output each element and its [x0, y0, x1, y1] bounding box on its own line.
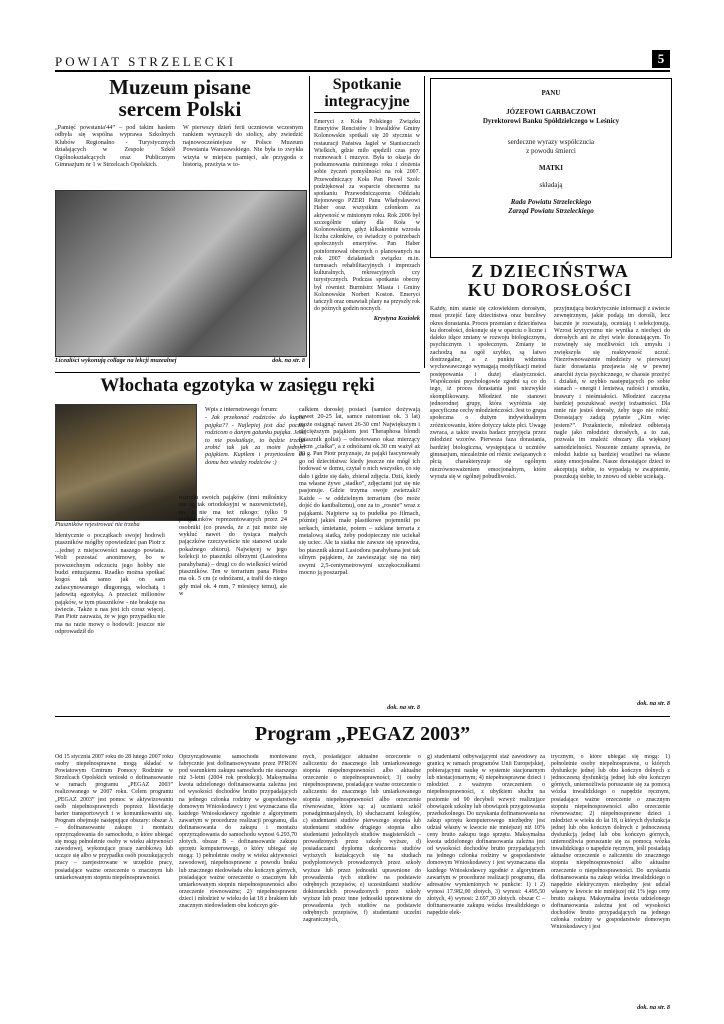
article-spotkanie-body: Emeryci z Koła Polskiego Związku Emerytów Rencistów i Inwalidów Gminy Kolonowskie spotkali się 20 stycznia w restauracji Państwa Jagieł w Staniszczach Wielkich, gdzie miło spędzili czas przy rozmowach i muzyce. Była to okazja do podsumowania minionego roku i złożenia sobie życzeń pomyślności na rok 2007. Przewodniczący Koła Pan Paweł Szolc podziękował za wsparcie obecnemu na spotkaniu Przewodniczącemu Oddziału Rejonowego PZERI Panu Władysławowi Haber oraz wszystkim członkom za aktywność w minionym roku. Rok 2006 był szczególnie udany dla Koła w Kolonowskiem, gdyż kilkakrotnie wzrosła liczba członków, co świadczy o potrzebach społecznych emerytów. Pan Haber poinformował obecnych o planowanych na rok 2007 działaniach związku m.in. turnusach rehabilitacyjnych i imprezach kulturalnych, rekreacyjnych czy turystycznych. Podczas spotkania obecny był również Burmistrz Miasta i Gminy Kolonowskie Norbert Koston. Emeryci tańczyli oraz omawiali plany na przyszły rok do późnych godzin nocnych.: [314, 119, 420, 313]
article-pegaz-col3: nych, posiadające aktualne orzeczenie o zaliczeniu do znacznego lub umiarkowanego stopnia niepełnosprawności albo aktualne orzeczenie o niepełnosprawności; 3) osoby niepełnosprawne, posiadające ważne orzeczenie o zaliczeniu do znacznego lub umiarkowanego stopnia niepełnosprawności albo orzeczenie równoważne, które są: a) uczniami szkół ponadgimnazjalnych, b) słuchaczami kolegiów, c) studentami studiów pierwszego stopnia lub studentami studiów drugiego stopnia albo studentami jednolitych studiów magisterskich – prowadzonych przez szkoły wyższe, d) posiadaczami dyplomu ukończenia studiów wyższych kształcących się na studiach podyplomowych prowadzonych przez szkoły wyższe lub przez jednostki uprawnione do prowadzenia tych studiów na podstawie odrębnych przepisów, e) uczestnikami studiów doktoranckich prowadzonych przez szkoły wyższe lub przez inne jednostki uprawnione do prowadzenia tych studiów na podstawie odrębnych przepisów, f) studentami uczelni zagranicznych,: [303, 754, 421, 924]
continued-note: dok. na str. 8: [637, 1004, 670, 1011]
notice-line: Dyrektorowi Banku Spółdzielczego w Leśnicy: [482, 117, 620, 125]
photo-caption: Ptaszników rejestrować nie trzeba: [55, 521, 140, 528]
article-dziecinstwo: [430, 262, 670, 712]
article-egzotyka: [55, 374, 420, 714]
quote-intro: Wpis z internetowego forum:: [205, 406, 278, 413]
author: Krystyna Koziołek: [373, 315, 420, 323]
notice-line: składają: [539, 181, 563, 189]
article-muzeum-col1: „Pamięć powstania'44” – pod takim hasłem odbyła się wspólna wyprawa Szkolnych Klubów Regionalno - Turystycznych działających w Zespole Szkół Ogólnokształcących oraz Publicznym Gimnazjum nr 1 w Strzelcach Opolskich.: [55, 124, 175, 169]
photo-caption: Licealiści wykonują collage na lekcji muzealnej: [55, 357, 177, 364]
notice-line: Rada Powiatu Strzeleckiego: [510, 198, 592, 206]
article-spotkanie: [314, 76, 420, 368]
article-pegaz-col4: g) studentami odbywającymi staż zawodowy za granicą w ramach programów Unii Europejskiej, pobierającymi naukę w systemie stacjonarnym lub niestacjonarnym; 4) niepełnosprawne dzieci i młodzież z ważnym orzeczeniem o niepełnosprawności, z ubytkiem słuchu na poziomie od 90 decybeli wzwyż realizujące obowiązek szkolny lub obowiązek przygotowania przedszkolnego. Do uzyskania dofinansowania na zakup sprzętu komputerowego niezbędny jest udział własny w kwocie nie mniejszej niż 10% ceny brutto zakupu tego sprzętu. Maksymalna kwota udzielonego dofinansowania zależna jest od wysokości dochodów brutto przypadających na jednego członka rodziny w gospodarstwie domowym Wnioskodawcy i jest wyznaczana dla każdego Wnioskodawcy zgodnie z algorytmem zawartym w procedurze realizacji programu, dla adresatów wymienionych w punkcie: 1) i 2) wynosi 17.982,00 złotych, 3) wynosi: 4.495,50 złotych, 4) wynosi: 2.697,30 złotych. obszar C – dofinansowanie zakupu wózka inwalidzkiego o napędzie elek-: [427, 754, 545, 917]
title-underline: [314, 112, 420, 113]
column-divider: [424, 76, 425, 368]
notice-line: JÓZEFOWI GARBACZOWI: [506, 108, 596, 116]
article-pegaz-col1: Od 15 stycznia 2007 roku do 28 lutego 2007 roku osoby niepełnosprawne mogą składać w Powiatowym Centrum Pomocy Rodzinie w Strzelcach Opolskich wnioski o dofinansowanie w ramach programu „PEGAZ 2003” realizowanego w 2007 roku. Celem programu „PEGAZ 2003” jest pomoc w aktywizowaniu osób niepełnosprawnych poprzez likwidację barier transportowych i w komunikowaniu się. Program obejmuje następujące obszary: obszar A – dofinansowanie zakupu i montażu oprzyrządowania do samochodu, o które ubiegać się mogą pełnoletnie osoby w wieku aktywności zawodowej, wykonujące pracę zarobkową lub uczące się albo w przypadku osób poszukujących pracy – zarejestrowane w urzędzie pracy, posiadające ważne orzeczenie o znacznym lub umiarkowanym stopniu niepełnosprawności.: [55, 754, 173, 881]
continued-note: dok. na str. 8: [387, 704, 420, 711]
collage-photo: [55, 190, 307, 357]
title-line: integracyjne: [324, 93, 410, 110]
notice-line: serdeczne wyrazy współczucia: [507, 138, 595, 146]
title-line: KU DOROSŁOŚCI: [467, 280, 633, 300]
article-muzeum-col2: W pierwszy dzień ferii uczniowie wczesnym rankiem wyruszyli do stolicy, aby zwiedzić najnowocześniejsze w Polsce Muzeum Powstania Warszawskiego. Nie była to zwykła wizyta w miejscu pamięci, ale przygoda z historią, przeżyta w to-: [183, 124, 303, 169]
title-line: sercem Polski: [118, 97, 242, 121]
notice-line: PANU: [541, 89, 561, 97]
title-line: Z DZIECIŃSTWA: [471, 261, 629, 281]
article-egzotyka-title: Włochata egzotyka w zasięgu ręki: [100, 375, 375, 396]
title-line: Muzeum pisane: [109, 75, 251, 99]
article-dziecinstwo-col1: Każdy, nim stanie się człowiekiem dorosłym, musi przejść fazę dzieciństwa oraz burzliwy okres dorastania. Proces przemian z dzieciństwa ku dorosłości, dokonuje się w oparciu o liczne i daleko idące zmiany w rozwoju biologicznym, psychicznym i społecznym. Zmiany te zachodzą na ogół szybko, są łatwo dostrzegalne, a z punktu widzenia wychowawczego wymagają modyfikacji metod postępowania i dużej elastyczności. Współcześni psychologowie zgodni są co do tego, iż proces dorastania jest niezwykle skomplikowany. Młodzież nie stanowi jednorodnej grupy, która wyróżnia się specyficzne cechy młodzieńczości. Jest to grupa społeczna o dużym indywidualnym zróżnicowaniu, które dotyczy także płci. Uwagę zwraca, a także uważa badacz przyjęcia przez młodzież wzorów. Pierwsza faza dorastania, bardziej biologiczna, występująca u uczniów gimnazjum, niezależnie od różnic związanych z płcią charakteryzuje się ogólnym niezrównoważeniem emocjonalnym, które wyraża się w ogólnej pobudliwości.: [430, 306, 546, 480]
article-egzotyka-col1: Identycznie o początkach swojej hodowli ptaszników mógłby opowiedzieć pan Piotr z ...jednej z miejscowości naszego powiatu. Woli pozostać anonimowy, bo w powszechnym odczuciu jego hobby nie budzi entuzjazmu. Rzadko można spotkać kogoś tak samo jak on sam zafascynowanego długonogą, włochatą i jadowitą egzotyką. A przecież milionów pająków, w tym ptaszników - nie brakuje na świecie. Także u nas jest ich coraz więcej. Pan Piotr zauważa, że w jego przypadku nie ma na razie mowy o hodowli: jeszcze nie odprowadził do: [55, 532, 165, 636]
header-rule: [55, 70, 670, 72]
page-number: 5: [652, 50, 670, 68]
condolence-notice: [430, 78, 672, 258]
section-divider: [55, 716, 670, 717]
article-pegaz-col2: Oprzyrządowanie samochodu montowane fabrycznie jest dofinansowywane przez PFRON pod warunkiem zakupu samochodu nie starszego niż 3-letni (2004 rok produkcji). Maksymalna kwota udzielonego dofinansowania zależna jest od wysokości dochodów brutto przypadających na jednego członka rodziny w gospodarstwie domowym Wnioskodawcy i jest wyznaczana dla każdego Wnioskodawcy zgodnie z algorytmem zawartym w procedurze realizacji programu, dla dofinansowania do zakupu i montażu oprzyrządowania do samochodu wynosi 6.293,70 złotych. obszar B – dofinansowanie zakupu sprzętu komputerowego, o który ubiegać się mogą: 1) pełnoletnie osoby w wieku aktywności zawodowej, niepełnosprawne z powodu braku lub znacznego niedowładu obu kończyn górnych, posiadające ważne orzeczenie o znacznym lub umiarkowanym stopniu niepełnosprawności albo orzeczenie równoważne; 2) niepełnosprawne dzieci i młodzież w wieku do lat 18 z brakiem lub znacznym niedowładem obu kończyn gór-: [179, 754, 297, 909]
quote-body: - Jak przekonać rodziców do kupna pająka?? - Najlepiej jest dać pocztą rodzicom o danym gatunku pająka. Jeśli to nie poskutkuje, to będzie trzeba zrobić tak jak za moim jednym pająkiem. Kupiłem i przyniosłem do domu bez wiedzy rodziców :): [205, 414, 305, 466]
column-divider: [309, 76, 310, 368]
article-spotkanie-title: [314, 76, 420, 110]
title-line: Spotkanie: [332, 76, 402, 93]
article-pegaz-title: Program „PEGAZ 2003”: [254, 723, 471, 745]
header-title: POWIAT STRZELECKI: [55, 54, 237, 69]
continued-note: dok. na str. 8: [272, 357, 305, 364]
article-egzotyka-col2: rozrodu swoich pająków (inni miłośnicy nie są tak ortodoksyjni w nazewnictwie), no i nie ma też nikogo: tylko 9 podgatunków reprezentowanych przez 24 osobniki (co prawda, że z już może się wykluć nawet do tysiąca małych pajączków rzeczywiście nie stanowi ucale pokaźnego zbioru). Najwięcej w jego kolekcji to ptaszniki olbrzymi (Lasiodora parahybana) – drugi co do wielkości wśród ptaszników. Ten w terrarium pana Piotra ma ok. 5 cm (z odnóżami, a trafił do niego gdy miał ok. 4 mm, 7 miesięcy temu), ale w: [179, 494, 287, 598]
article-pegaz-col5: trycznym, o które ubiegać się mogą: 1) pełnoletnie osoby niepełnosprawne, u których dysfunkcje jednej lub obu kończyn dolnych z jednoczesną dysfunkcją jednej lub obu kończyn górnych, uniemożliwia poruszanie się za pomocą wózka inwalidzkiego o napędzie ręcznym, posiadające ważne orzeczenie o znacznym stopniu niepełnosprawności albo orzeczenie równoważne; 2) niepełnosprawne dzieci i młodzież w wieku do lat 18, u których dysfunkcja jednej lub obu kończyn dolnych z jednoczesną dysfunkcją jednej lub obu kończyn górnych, uniemożliwia poruszanie się za pomocą wózka inwalidzkiego o napędzie ręcznym, jeśli posiadają aktualne orzeczenie o zaliczeniu do znacznego stopnia niepełnosprawności albo aktualne orzeczenie o niepełnosprawności. Do uzyskania dofinansowania na zakup wózka inwalidzkiego o napędzie elektrycznym niezbędny jest udział własny w kwocie nie mniejszej niż 1% jego ceny brutto zakupu. Maksymalna kwota udzielonego dofinansowania zależna jest od wysokości dochodów brutto przypadających na jednego członka rodziny w gospodarstwie domowym Wnioskodawcy i jest: [551, 754, 670, 931]
section-divider: [55, 372, 420, 373]
notice-line: z powodu śmierci: [526, 147, 576, 155]
article-muzeum-title: [55, 76, 305, 120]
spider-photo: [55, 404, 197, 521]
article-dziecinstwo-title: [430, 262, 670, 300]
continued-note: dok. na str. 8: [637, 700, 670, 707]
notice-line: MATKI: [539, 164, 563, 172]
forum-quote: [205, 406, 305, 466]
article-muzeum: [55, 74, 305, 370]
article-dziecinstwo-col2: przyjmującą bezkrytycznie informacji z świecie zewnętrznym, jakie podają im dorośli, lecz bacznie je rozważają, oceniają i selekcjonują. Wzrost krytycyzmu nie wynika z niechęci do dorosłych ani że zbyt wiele dorastającym. To rozwinęły się możliwości ich umysłu i zwiększyła się reaktywność uczuć. Niezrównoważenie młodzieży w pierwszej fazie dorastania przejawia się w pewnej anarchii życia psychicznego, w chaosie przeżyć i działań, w szybko następujących po sobie stanach – energii i lenistwa, radości i smutku, brawury i nieśmiałości. Młodzież zaczyna bardziej poszukiwać swojej tożsamości. Dla mnie nie jesteś dorosły, żeby tego nie robić. Dorastający zadają pytanie „Kim więc jestem?”. Pozakniecie, młodzież odbierają nagle jako młodzież dorosłych, a to zaś, pozwala im znaleźć obszary dla większej samodzielności. Noszenie zmiany sprawia, że młodzi ludzie są bardziej wrażliwi na własne stany emocjonalne. Nasze dorastające dzieci to akceptują siebie, to wypadają w zwątpienie, poszukują siebie, to znowu od siebie uciekają.: [554, 306, 670, 480]
article-pegaz: [55, 718, 670, 1018]
notice-line: Zarząd Powiatu Strzeleckiego: [508, 207, 594, 215]
article-egzotyka-col3: całkiem dorosłej postaci (samice dożywają nawet 20-25 lat, samce natomiast ok. 3 lat) może osiągnąć nawet 26-30 cm! Największym i najcięższym pająkiem jest Theraphosa blondi (ptasznik goliat) – odnotowano okaz mierzący 14cm „ciałka”, a z odnóżami ok.30 cm ważył aż 80 g. Pan Piotr przyznaje, że pająki fascynowały go od dzieciństwa: kiedy jeszcze nie mógł ich hodować w domu, czytał o nich wszystko, co się dało i gdzie się dało, zbierał zdjęcia. Dziś, kiedy ma własne żywe „stadko”, zdjęciami już się nie pasjonuje. Gdzie trzyma swoje zwierzaki? Każde – w oddzielnym terrarium (bo może dojść do kanibalizmu), one za to „rosnie” wraz z pająkami. Najpierw są to pudełka po filmach, później jakieś małe plastikowe pojemniki po serkach, śmietanie, potem – szklane terraria z metalową siatką, żeby podopieczny nie uciekał się uciec. Ale ta siatka nie zawsze się sprawdza, bo ptasznik akurat Lasiodora parahybana jest tak silnym pająkiem, że zawieszając się na niej swymi 2,5-centymetrowymi szczękoczułkami mocno ją poszarpał.: [299, 406, 420, 576]
